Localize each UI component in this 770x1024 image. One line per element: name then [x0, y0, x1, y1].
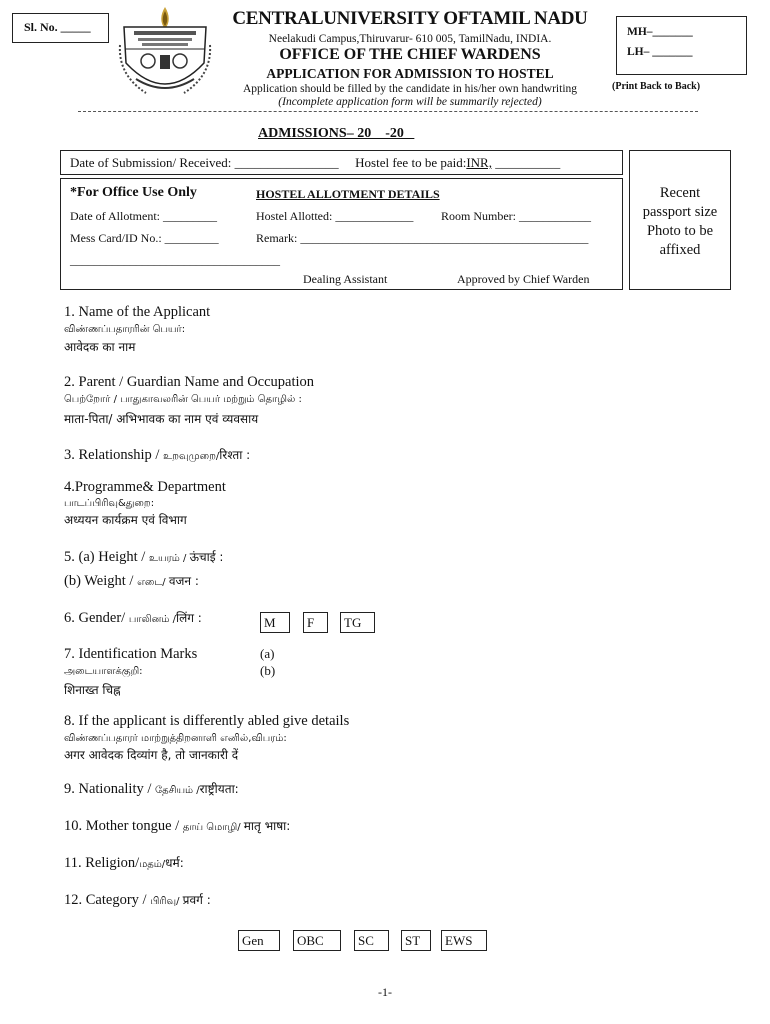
category-option-gen: Gen: [242, 933, 264, 948]
q9-hindi: राष्ट्रीयता:: [199, 782, 239, 796]
date-of-allotment-field[interactable]: Date of Allotment: _________: [70, 209, 217, 223]
category-gen-box[interactable]: [238, 930, 280, 951]
q5a-label: [64, 548, 223, 566]
warning-text: (Incomplete application form will be summarily rejected): [278, 96, 542, 108]
serial-number-label: Sl. No. _____: [24, 20, 91, 34]
hostel-fee-label: Hostel fee to be paid:: [355, 155, 467, 170]
office-title: OFFICE OF THE CHIEF WARDENS: [279, 46, 541, 63]
dealing-assistant-label: Dealing Assistant: [303, 272, 388, 286]
gender-option-tg: TG: [344, 615, 362, 630]
q2-hindi: माता-पिता/ अभिभावक का नाम एवं व्यवसाय: [64, 412, 259, 426]
submission-date-label: Date of Submission/ Received: ________________: [70, 155, 339, 170]
category-sc-box[interactable]: [354, 930, 389, 951]
q10-label: [64, 817, 290, 835]
mh-label: MH–_______: [627, 26, 693, 38]
logo-flame: [161, 7, 169, 29]
q10-tamil: தாய் மொழி/: [182, 822, 244, 833]
q5a-hindi: ऊंचाई :: [189, 550, 224, 564]
q9-tamil: தேசியம் /: [155, 785, 200, 796]
q7-label: 7. Identification Marks: [64, 646, 198, 662]
remark-field[interactable]: Remark: ________________________________________________: [256, 231, 589, 245]
photo-line-2: passport size: [642, 204, 718, 220]
q5a-text: 5. (a) Height /: [64, 549, 149, 565]
gender-male-box[interactable]: [260, 612, 290, 633]
q2-tamil: பெற்றோர் / பாதுகாவலரின் பெயர் மற்றும் தொழில் :: [64, 394, 302, 405]
q10-hindi: मातृ भाषा:: [243, 819, 291, 833]
q5a-tamil: உயரம் /: [148, 553, 190, 564]
print-note: (Print Back to Back): [612, 81, 701, 92]
q3-label: [64, 446, 250, 464]
lh-label: LH– _______: [627, 46, 693, 58]
q6-tamil: பாலினம் /: [128, 614, 176, 625]
q6-text: 6. Gender/: [64, 610, 129, 626]
q12-hindi: प्रवर्ग :: [182, 893, 211, 907]
chief-warden-label: Approved by Chief Warden: [457, 272, 590, 286]
photo-line-1: Recent: [659, 185, 701, 201]
q7-hindi: शिनाख्त चिह्न: [64, 683, 121, 697]
category-obc-box[interactable]: [293, 930, 341, 951]
q5b-text: (b) Weight /: [64, 573, 138, 589]
q1-label: 1. Name of the Applicant: [64, 304, 211, 320]
photo-box[interactable]: [629, 150, 731, 290]
q7-mark-a: (a): [260, 646, 275, 661]
category-option-ews: EWS: [445, 933, 473, 948]
office-use-title: *For Office Use Only: [70, 185, 197, 200]
q1-tamil: விண்ணப்பதாரரின் பெயர்:: [64, 324, 186, 335]
gender-option-m: M: [264, 615, 276, 630]
q8-hindi: अगर आवेदक दिव्यांग है, तो जानकारी दें: [64, 748, 239, 762]
hostel-allotted-field[interactable]: Hostel Allotted: _____________: [256, 209, 414, 223]
form-title: APPLICATION FOR ADMISSION TO HOSTEL: [266, 66, 554, 81]
photo-line-3: Photo to be: [646, 223, 714, 239]
mess-card-field[interactable]: Mess Card/ID No.: _________: [70, 231, 219, 245]
q3-tamil: உறவுமுறை/: [163, 451, 220, 462]
q12-text: 12. Category /: [64, 892, 151, 908]
q8-label: 8. If the applicant is differently abled give details: [64, 713, 350, 729]
q12-tamil: பிரிவு/: [150, 896, 183, 907]
office-use-box: [60, 178, 623, 290]
submission-box[interactable]: [60, 150, 623, 175]
instruction-text: Application should be filled by the candidate in his/her own handwriting: [242, 83, 578, 95]
category-ews-box[interactable]: [441, 930, 487, 951]
q4-label: 4.Programme& Department: [64, 479, 226, 495]
q3-hindi: रिश्ता :: [219, 448, 251, 462]
q11-label: [64, 854, 184, 872]
serial-number-box[interactable]: [12, 13, 109, 43]
q6-label: [64, 609, 202, 627]
category-option-st: ST: [405, 933, 421, 948]
category-option-obc: OBC: [297, 933, 324, 948]
allotment-title: HOSTEL ALLOTMENT DETAILS: [256, 187, 440, 201]
university-address: Neelakudi Campus,Thiruvarur- 610 005, TamilNadu, INDIA.: [268, 33, 552, 45]
q11-hindi: धर्म:: [165, 856, 184, 870]
q2-label: 2. Parent / Guardian Name and Occupation: [64, 374, 315, 390]
room-number-field[interactable]: Room Number: ____________: [441, 209, 591, 223]
q7-tamil: அடையாளக்குறி:: [64, 666, 143, 677]
signature-line: ___________________________________: [70, 253, 280, 267]
q4-tamil: பாடப்பிரிவு&துறை:: [64, 498, 155, 509]
photo-line-4: affixed: [659, 242, 701, 258]
q9-text: 9. Nationality /: [64, 781, 156, 797]
admissions-year: ADMISSIONS– 20 -20: [258, 126, 415, 141]
fee-blank: __________: [491, 155, 561, 170]
page-number: -1-: [378, 985, 392, 999]
q5b-hindi: वजन :: [168, 574, 199, 588]
university-name: CENTRALUNIVERSITY OFTAMIL NADU: [232, 8, 588, 29]
fee-currency: INR,: [466, 155, 492, 170]
q12-label: [64, 891, 211, 909]
mh-lh-box[interactable]: [616, 16, 747, 75]
divider: [78, 111, 698, 112]
q7-mark-b: (b): [260, 663, 276, 678]
category-option-sc: SC: [358, 933, 374, 948]
q3-text: 3. Relationship /: [64, 447, 164, 463]
gender-female-box[interactable]: [303, 612, 328, 633]
university-logo: [116, 5, 214, 101]
q11-text: 11. Religion/: [64, 855, 140, 871]
q8-tamil: விண்ணப்பதாரர் மாற்றுத்திறனாளி எனில்,விபரம்:: [64, 733, 287, 744]
q6-hindi: लिंग :: [175, 611, 202, 625]
q5b-label: [64, 572, 199, 590]
q11-tamil: மதம்/: [139, 859, 166, 870]
q5b-tamil: எடை/: [137, 577, 169, 588]
gender-tg-box[interactable]: [340, 612, 375, 633]
q10-text: 10. Mother tongue /: [64, 818, 183, 834]
q9-label: [64, 780, 239, 798]
q4-hindi: अध्ययन कार्यक्रम एवं विभाग: [64, 513, 187, 527]
category-st-box[interactable]: [401, 930, 431, 951]
q1-hindi: आवेदक का नाम: [64, 340, 136, 354]
gender-option-f: F: [307, 615, 315, 630]
